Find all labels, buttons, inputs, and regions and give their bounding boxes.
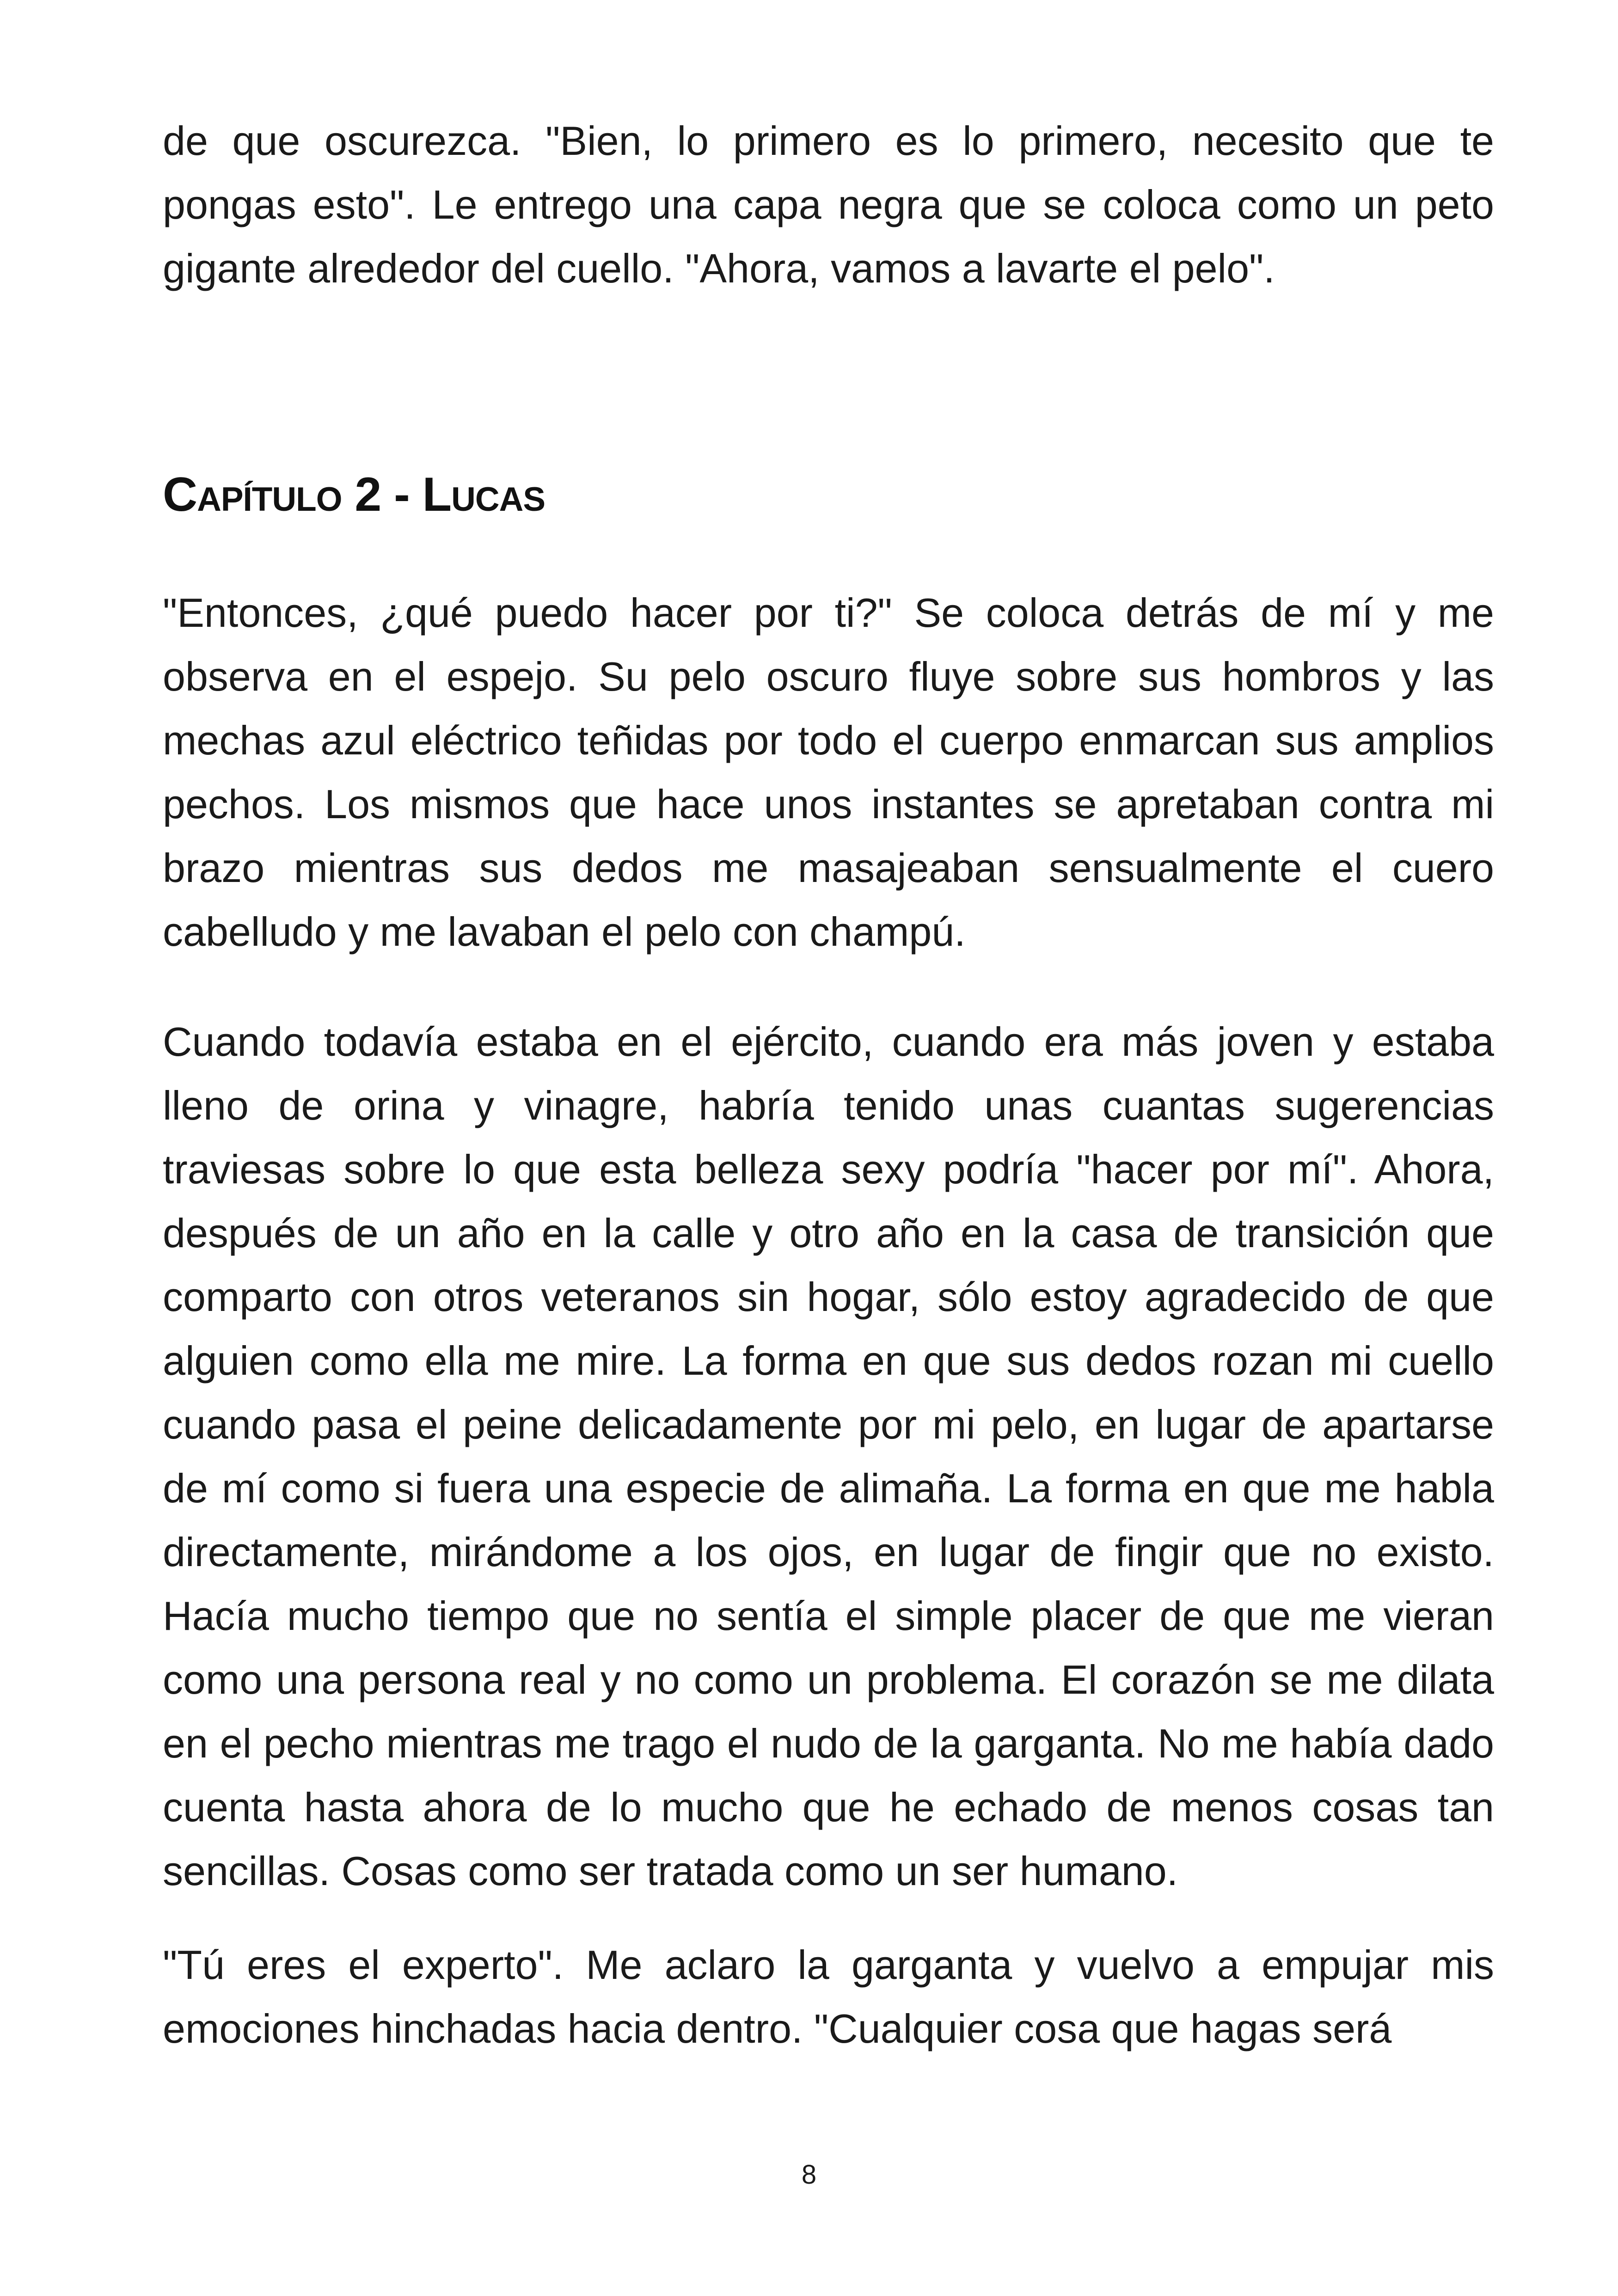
page-number: 8 — [801, 2160, 817, 2190]
chapter-heading: Capítulo 2 - Lucas — [163, 468, 545, 521]
paragraph: "Entonces, ¿qué puedo hacer por ti?" Se coloca detrás de mí y me observa en el espejo. Su pelo oscuro fluye sobre sus hombros y las mechas azul eléctrico teñidas por todo el cuerpo enmarcan sus amplios pechos. Los mismos que hace unos instantes se apretaban contra mi brazo mientras sus dedos me masajeaban sensualmente el cuero cabelludo y me lavaban el pelo con champú. — [163, 590, 1494, 955]
paragraph: Cuando todavía estaba en el ejército, cuando era más joven y estaba lleno de orina y vinagre, habría tenido unas cuantas sugerencias traviesas sobre lo que esta belleza sexy podría "hacer por mí". Ahora, después de un año en la calle y otro año en la casa de transición que comparto con otros veteranos sin hogar, sólo estoy agradecido de que alguien como ella me mire. La forma en que sus dedos rozan mi cuello cuando pasa el peine delicadamente por mi pelo, en lugar de apartarse de mí como si fuera una especie de alimaña. La forma en que me habla directamente, mirándome a los ojos, en lugar de fingir que no existo. Hacía mucho tiempo que no sentía el simple placer de que me vieran como una persona real y no como un problema. El corazón se me dilata en el pecho mientras me trago el nudo de la garganta. No me había dado cuenta hasta ahora de lo mucho que he echado de menos cosas tan sencillas. Cosas como ser tratada como un ser humano. — [163, 1019, 1494, 1894]
paragraph-continuation: de que oscurezca. "Bien, lo primero es lo primero, necesito que te pongas esto". Le entrego una capa negra que se coloca como un peto gigante alrededor del cuello. "Ahora, vamos a lavarte el pelo". — [163, 118, 1494, 291]
paragraph: "Tú eres el experto". Me aclaro la garganta y vuelvo a empujar mis emociones hinchadas hacia dentro. "Cualquier cosa que hagas será — [163, 1942, 1494, 2051]
